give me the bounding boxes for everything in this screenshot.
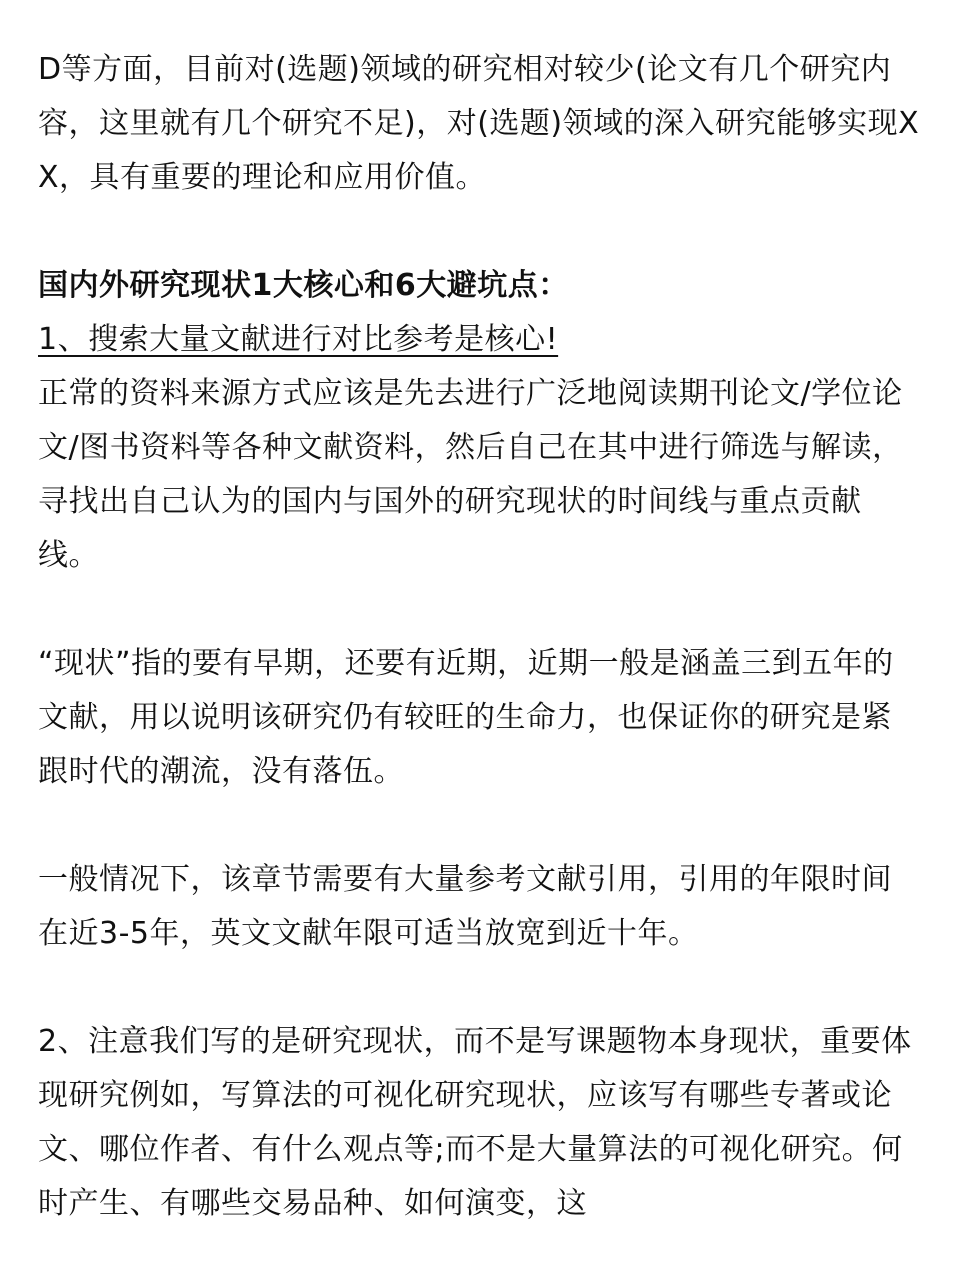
section-heading: 国内外研究现状1大核心和6大避坑点： xyxy=(38,268,569,303)
paragraph-spacer xyxy=(38,961,922,1015)
point-1-title: 1、搜索大量文献进行对比参考是核心! xyxy=(38,322,559,357)
sources-paragraph: 正常的资料来源方式应该是先去进行广泛地阅读期刊论文/学位论文/图书资料等各种文献资料，然后自己在其中进行筛选与解读，寻找出自己认为的国内与国外的研究现状的时间线与重点贡献线。 xyxy=(38,376,903,573)
citation-paragraph: 一般情况下，该章节需要有大量参考文献引用，引用的年限时间在近3-5年，英文文献年限可适当放宽到近十年。 xyxy=(38,862,892,951)
paragraph-spacer xyxy=(38,799,922,853)
paragraph-spacer xyxy=(38,205,922,259)
status-definition-paragraph: “现状”指的要有早期，还要有近期，近期一般是涵盖三到五年的文献，用以说明该研究仍有较旺的生命力，也保证你的研究是紧跟时代的潮流，没有落伍。 xyxy=(38,646,894,789)
point-2-paragraph: 2、注意我们写的是研究现状，而不是写课题物本身现状，重要体现研究例如，写算法的可视化研究现状，应该写有哪些专著或论文、哪位作者、有什么观点等;而不是大量算法的可视化研究。何时产生、有哪些交易品种、如何演变，这 xyxy=(38,1024,912,1221)
paragraph-spacer xyxy=(38,583,922,637)
article-body xyxy=(38,43,922,1231)
intro-paragraph: D等方面，目前对(选题)领域的研究相对较少(论文有几个研究内容，这里就有几个研究不足)，对(选题)领域的深入研究能够实现XX，具有重要的理论和应用价值。 xyxy=(38,52,920,195)
